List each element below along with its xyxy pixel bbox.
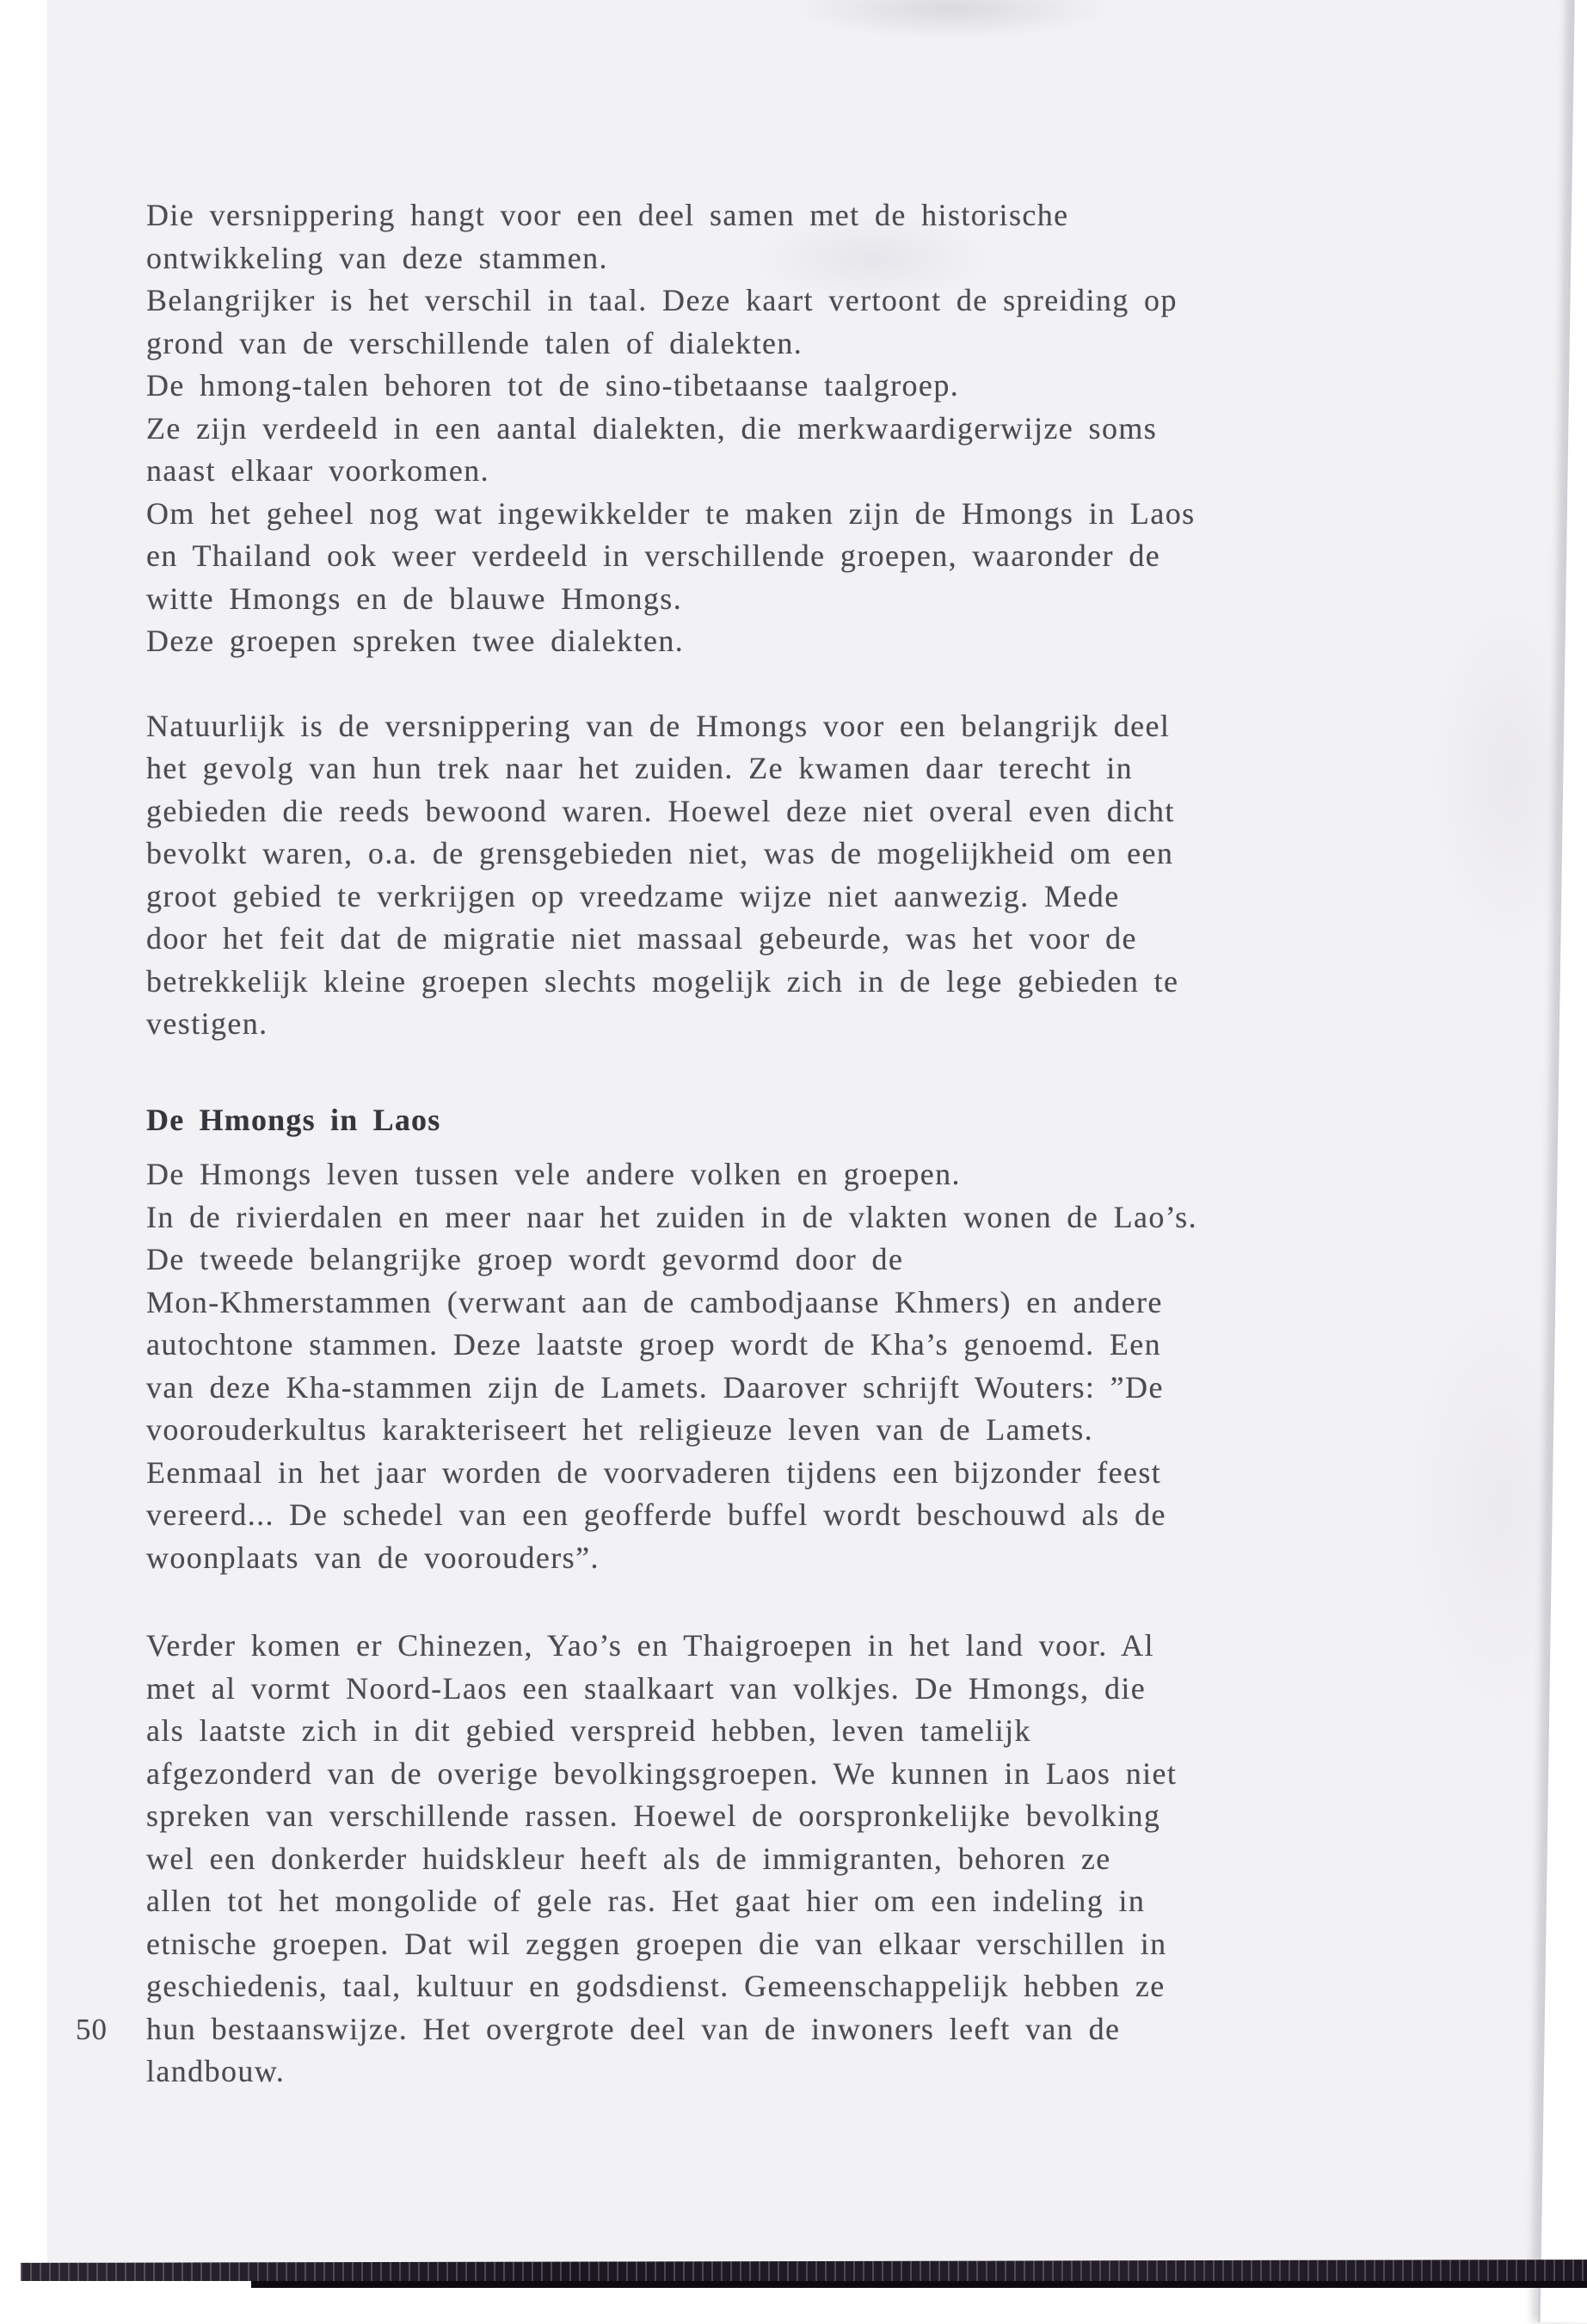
text-line: Ze zijn verdeeld in een aantal dialekten, die merkwaardigerwijze soms	[146, 410, 1158, 446]
text-line: witte Hmongs en de blauwe Hmongs.	[146, 581, 683, 616]
text-line: autochtone stammen. Deze laatste groep wordt de Kha’s genoemd. Een	[146, 1327, 1162, 1362]
text-block	[146, 194, 1436, 2093]
text-line: bevolkt waren, o.a. de grensgebieden niet, was de mogelijkheid om een	[146, 836, 1174, 870]
text-line: door het feit dat de migratie niet massaal gebeurde, was het voor de	[146, 921, 1137, 956]
text-line: De hmong-talen behoren tot de sino-tibetaanse taalgroep.	[146, 368, 960, 403]
text-line: betrekkelijk kleine groepen slechts mogelijk zich in de lege gebieden te	[146, 963, 1179, 999]
paragraph	[146, 1153, 1436, 1579]
text-line: naast elkaar voorkomen.	[146, 453, 490, 488]
text-line: Belangrijker is het verschil in taal. Deze kaart vertoont de spreiding op	[146, 283, 1178, 317]
text-line: Deze groepen spreken twee dialekten.	[146, 624, 685, 658]
text-line: het gevolg van hun trek naar het zuiden. Ze kwamen daar terecht in	[146, 751, 1133, 785]
text-line: De Hmongs leven tussen vele andere volken en groepen.	[146, 1157, 961, 1191]
section-heading: De Hmongs in Laos	[146, 1102, 441, 1137]
scan-bottom-margin	[0, 2281, 251, 2288]
text-line: Natuurlijk is de versnippering van de Hmongs voor een belangrijk deel	[146, 708, 1171, 743]
text-line: groot gebied te verkrijgen op vreedzame wijze niet aanwezig. Mede	[146, 878, 1120, 913]
text-line: grond van de verschillende talen of dialekten.	[146, 325, 803, 360]
text-line: gebieden die reeds bewoond waren. Hoewel deze niet overal even dicht	[146, 793, 1175, 828]
text-line: en Thailand ook weer verdeeld in verschillende groepen, waaronder de	[146, 538, 1161, 573]
text-line: Om het geheel nog wat ingewikkelder te maken zijn de Hmongs in Laos	[146, 495, 1196, 531]
text-line: afgezonderd van de overige bevolkingsgroepen. We kunnen in Laos niet	[146, 1755, 1178, 1791]
text-line: spreken van verschillende rassen. Hoewel de oorspronkelijke bevolking	[146, 1798, 1161, 1833]
text-line: vestigen.	[146, 1006, 268, 1041]
text-line: van deze Kha-stammen zijn de Lamets. Daarover schrijft Wouters: ”De	[146, 1369, 1164, 1405]
text-line: landbouw.	[146, 2054, 286, 2088]
text-line: als laatste zich in dit gebied verspreid hebben, leven tamelijk	[146, 1713, 1031, 1748]
text-line: In de rivierdalen en meer naar het zuiden in de vlakten wonen de Lao’s.	[146, 1199, 1197, 1234]
text-line: hun bestaanswijze. Het overgrote deel van de inwoners leeft van de	[146, 2011, 1121, 2046]
text-line: Die versnippering hangt voor een deel samen met de historische	[146, 198, 1069, 232]
text-line: voorouderkultus karakteriseert het religieuze leven van de Lamets.	[146, 1412, 1094, 1447]
text-line: De tweede belangrijke groep wordt gevormd door de	[146, 1242, 904, 1276]
text-line: Eenmaal in het jaar worden de voorvaderen tijdens een bijzonder feest	[146, 1454, 1162, 1490]
paragraph	[146, 194, 1436, 663]
text-line: allen tot het mongolide of gele ras. Het gaat hier om een indeling in	[146, 1884, 1146, 1918]
text-line: met al vormt Noord-Laos een staalkaart van volkjes. De Hmongs, die	[146, 1670, 1147, 1706]
paragraph	[146, 1625, 1436, 2093]
text-line: vereerd... De schedel van een geofferde buffel wordt beschouwd als de	[146, 1497, 1166, 1532]
page-number: 50	[76, 2013, 108, 2046]
scan-bottom-shadow	[251, 2281, 1587, 2288]
text-line: geschiedenis, taal, kultuur en godsdienst. Gemeenschappelijk hebben ze	[146, 1969, 1166, 2003]
text-line: Verder komen er Chinezen, Yao’s en Thaigroepen in het land voor. Al	[146, 1628, 1154, 1663]
paragraph	[146, 705, 1436, 1046]
text-line: etnische groepen. Dat wil zeggen groepen die van elkaar verschillen in	[146, 1926, 1167, 1961]
text-line: Mon-Khmerstammen (verwant aan de cambodjaanse Khmers) en andere	[146, 1284, 1163, 1319]
text-line: wel een donkerder huidskleur heeft als de immigranten, behoren ze	[146, 1841, 1111, 1876]
text-line: woonplaats van de voorouders”.	[146, 1540, 600, 1575]
text-line: ontwikkeling van deze stammen.	[146, 240, 608, 275]
